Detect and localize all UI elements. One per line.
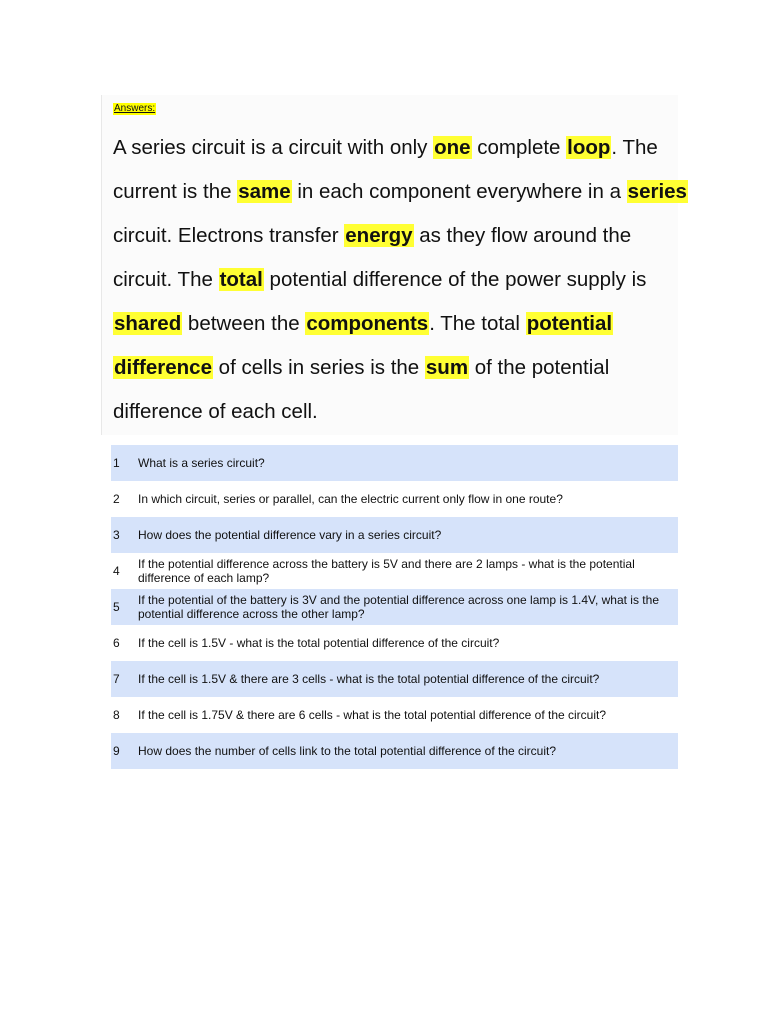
paragraph-text: as they flow around the circuit. The [113,224,632,291]
question-text: If the cell is 1.75V & there are 6 cells - what is the total potential difference of the circuit? [138,708,607,722]
question-text: If the potential of the battery is 3V and the potential difference across one lamp is 1.4V, what is the potential difference across the other lamp? [138,593,659,621]
highlighted-keyword: energy [345,224,413,247]
highlighted-keyword: same [238,180,291,203]
table-row [111,553,678,589]
table-row [111,625,678,661]
question-number: 8 [113,708,120,722]
table-row [111,589,678,625]
table-row [111,445,678,481]
question-number: 9 [113,744,120,758]
paragraph-text: potential difference of the power supply is [263,268,647,291]
panel-edge [101,95,102,435]
highlighted-keyword: difference [114,356,212,379]
highlighted-keyword: sum [425,356,469,379]
question-number: 5 [113,600,120,614]
answer-paragraph [113,126,688,434]
table-row [111,481,678,517]
highlighted-keyword: total [219,268,263,291]
question-number: 1 [113,456,120,470]
table-row [111,697,678,733]
highlighted-keyword: loop [567,136,611,159]
question-number: 6 [113,636,120,650]
table-row [111,661,678,697]
question-text: If the cell is 1.5V & there are 3 cells - what is the total potential difference of the circuit? [138,672,600,686]
question-text: How does the number of cells link to the total potential difference of the circuit? [138,744,557,758]
questions-table [111,445,678,769]
question-text: In which circuit, series or parallel, can the electric current only flow in one route? [138,492,563,506]
paragraph-text: complete [471,136,567,159]
paragraph-text: in each component everywhere in a [291,180,627,203]
highlighted-keyword: one [434,136,471,159]
answers-heading: Answers: [114,103,156,114]
question-text: If the potential difference across the battery is 5V and there are 2 lamps - what is the potential difference of each lamp? [138,557,635,585]
question-number: 2 [113,492,120,506]
highlighted-keyword: components [306,312,429,335]
paragraph-text: between the [182,312,306,335]
question-number: 7 [113,672,120,686]
paragraph-text: of cells in series is the [212,356,425,379]
table-row [111,517,678,553]
highlighted-keyword: series [627,180,687,203]
paragraph-text: . The current is the [113,136,658,203]
question-text: If the cell is 1.5V - what is the total potential difference of the circuit? [138,636,500,650]
paragraph-text: . The total [429,312,526,335]
question-number: 4 [113,564,120,578]
paragraph-text: of the potential difference of each cell. [113,356,610,423]
table-row [111,733,678,769]
question-text: What is a series circuit? [138,456,265,470]
highlighted-keyword: shared [114,312,182,335]
paragraph-text: circuit. Electrons transfer [113,224,345,247]
highlighted-keyword: potential [526,312,613,335]
question-number: 3 [113,528,120,542]
paragraph-text: A series circuit is a circuit with only [113,136,434,159]
question-text: How does the potential difference vary in a series circuit? [138,528,442,542]
